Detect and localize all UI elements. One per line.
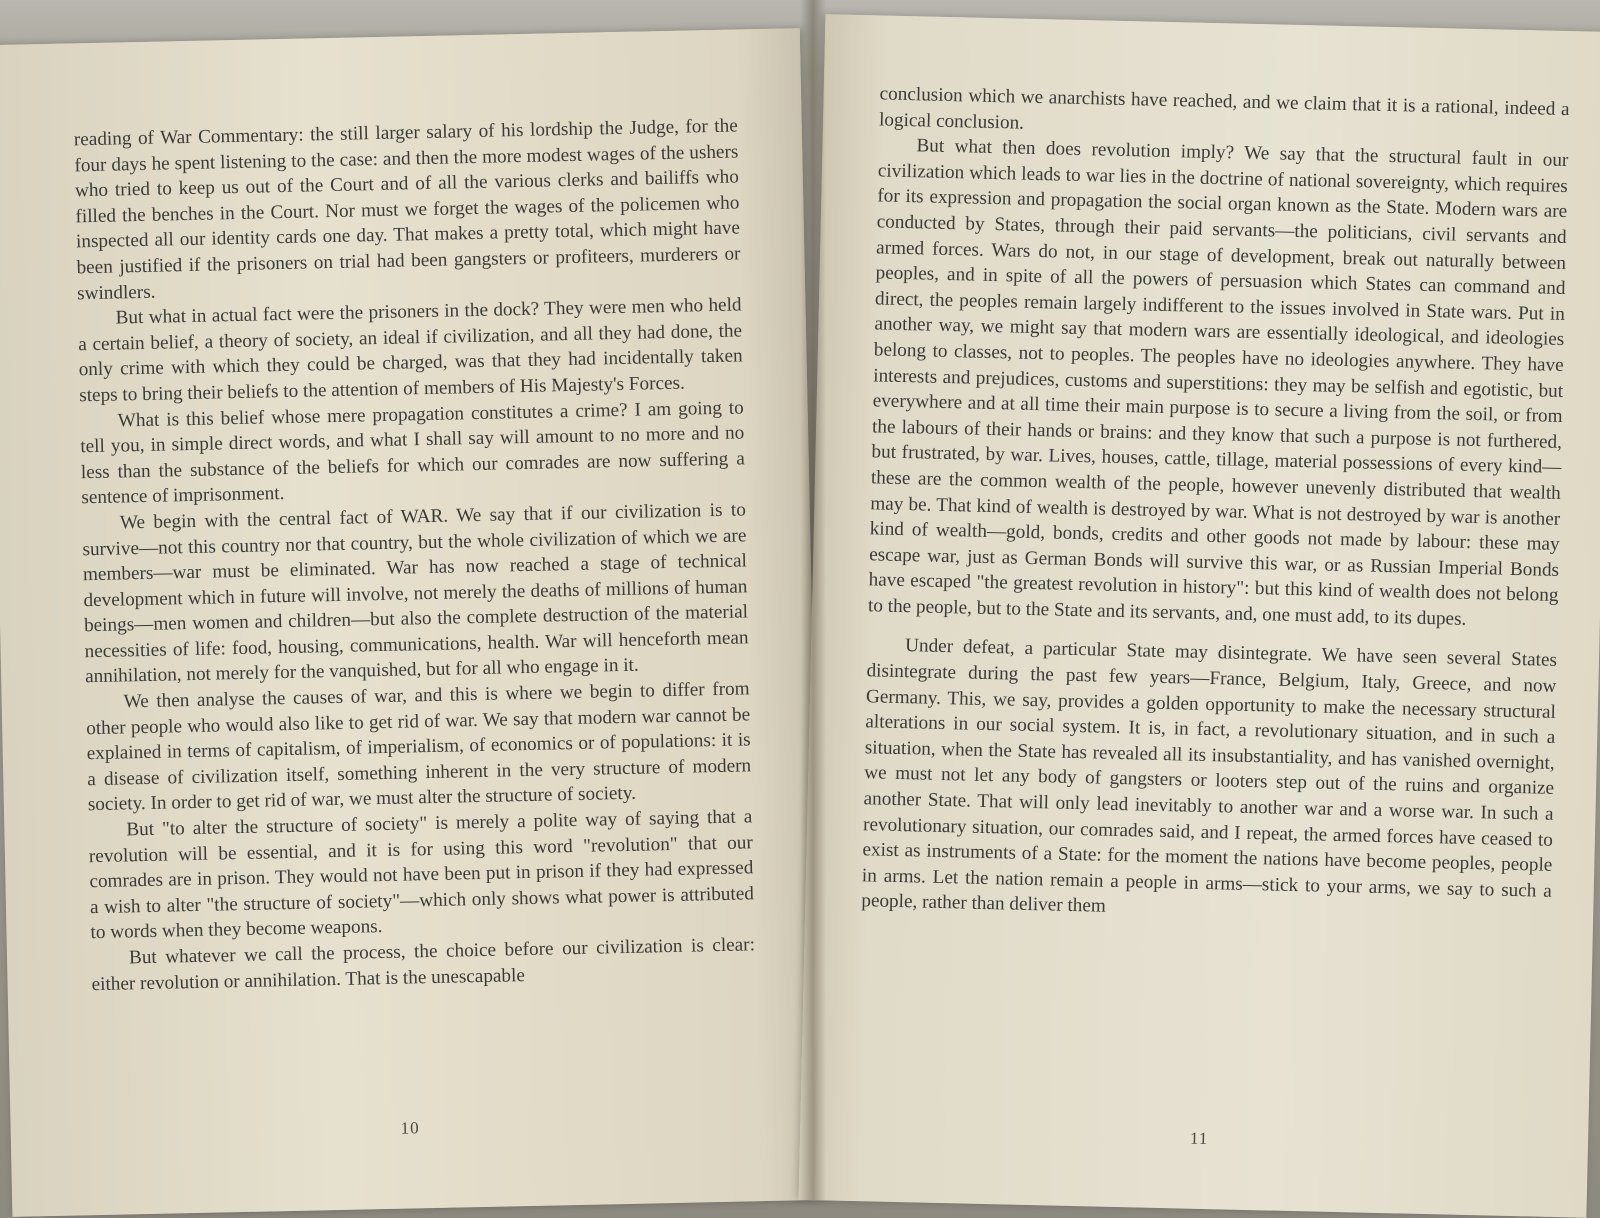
paragraph: What is this belief whose mere propagation constitutes a crime? I am going to tell you, in simple direct words, and what I shall say will amount to no more and no less than the substance of the beliefs for which our comrades are now suffering a sentence of imprisonment. <box>80 396 745 509</box>
page-number: 11 <box>1189 1128 1209 1149</box>
paragraph: But "to alter the structure of society" is merely a polite way of saying that a revolution will be essential, and it is for using this word "revolution" that our comrades are in prison. They would not have been put in prison if they had expressed a wish to alter "the structure of society"—which only shows what power is attributed to words when they become weapons. <box>88 806 755 944</box>
left-page <box>0 28 824 1217</box>
paragraph: reading of War Commentary: the still larger salary of his lordship the Judge, for the four days he spent listening to the case: and then the more modest wages of the ushers who tried to keep us out of the Court and of all the various clerks and bailiffs who filled the benches in the Court. Nor must we forget the wages of the policemen who inspected all our identity cards one day. That makes a pretty total, which might have been justified if the prisoners on trial had been gangsters or profiteers, murderers or swindlers. <box>73 115 741 304</box>
right-page-text <box>861 81 1570 929</box>
paragraph: But what in actual fact were the prisoners in the dock? They were men who held a certain belief, a theory of society, an ideal if civilization, and all they had done, the only crime with which they could be charged, was that they had incidentally taken steps to bring their beliefs to the attention of members of His Majesty's Forces. <box>77 294 743 407</box>
paragraph: conclusion which we anarchists have reached, and we claim that it is a rational, indeed a logical conclusion. <box>878 83 1570 134</box>
paragraph: But whatever we call the process, the choice before our civilization is clear: either revolution or annihilation. That is the unescapable <box>91 934 756 995</box>
paragraph: We begin with the central fact of WAR. We say that if our civilization is to survive—not this country nor that country, but the whole civilization of which we are members—war must be eliminated. War has now reached a stage of technical development which in future will involve, not merely the deaths of millions of human beings—men women and children—but also the complete destruction of the material necessities of life: food, housing, communications, health. War will henceforth mean annihilation, not merely for the vanquished, but for all who engage in it. <box>82 499 749 688</box>
book-gutter <box>800 0 826 1200</box>
right-page <box>799 14 1600 1218</box>
paragraph: We then analyse the causes of war, and this is where we begin to differ from other people who would also like to get rid of war. We say that modern war cannot be explained in terms of capitalism, of imperialism, of economics or of populations: it is a disease of civilization itself, something inherent in the very structure of modern society. In order to get rid of war, we must alter the structure of society. <box>86 678 752 816</box>
left-page-text <box>74 113 756 997</box>
paragraph: Under defeat, a particular State may disintegrate. We have seen several States disintegrate during the past few years—France, Belgium, Italy, Greece, and now Germany. This, we say, provides a golden opportunity to make the necessary structural alterations in our social system. It is, in fact, a revolutionary situation, and in such a situation, when the State has revealed all its insubstantiality, and has vanished overnight, we must not let any body of gangsters or looters step out of the ruins and organize another State. That will only lead inevitably to another war and a worse war. In such a revolutionary situation, our comrades said, and I repeat, the armed forces have ceased to exist as instruments of a State: for the moment the nations have become peoples, people in arms. Let the nation remain a people in arms—stick to your arms, we say to such a people, rather than deliver them <box>861 635 1558 918</box>
page-number: 10 <box>400 1118 420 1138</box>
paragraph: But what then does revolution imply? We say that the structural fault in our civilization which leads to war lies in the doctrine of national sovereignty, which requires for its expression and propagation the social organ known as the State. Modern wars are conducted by States, through their paid servants—the politicians, civil servants and armed forces. Wars do not, in our stage of development, break out naturally between peoples, and in spite of all the powers of persuasion which States can command and direct, the peoples remain largely indifferent to the issues involved in State wars. Put in another way, we might say that modern wars are essentially ideological, and ideologies belong to classes, not to peoples. The peoples have no ideologies anywhere. They have interests and prejudices, customs and superstitions: they may be selfish and egotistic, but everywhere and at all time their main purpose is to secure a living from the soil, or from the labours of their hands or brains: and they know that such a purpose is not furthered, but frustrated, by war. Lives, houses, cattle, tillage, material possessions of every kind—these are the common wealth of the people, however unevenly distributed that wealth may be. That kind of wealth is destroyed by war. What is not destroyed by war is another kind of wealth—gold, bonds, credits and other goods not made by labour: these may escape war, just as German Bonds will survive this war, or as Russian Imperial Bonds have escaped "the greatest revolution in history": but this kind of wealth does not belong to the people, but to the State and its servants, and, one must add, to its dupes. <box>867 135 1569 630</box>
